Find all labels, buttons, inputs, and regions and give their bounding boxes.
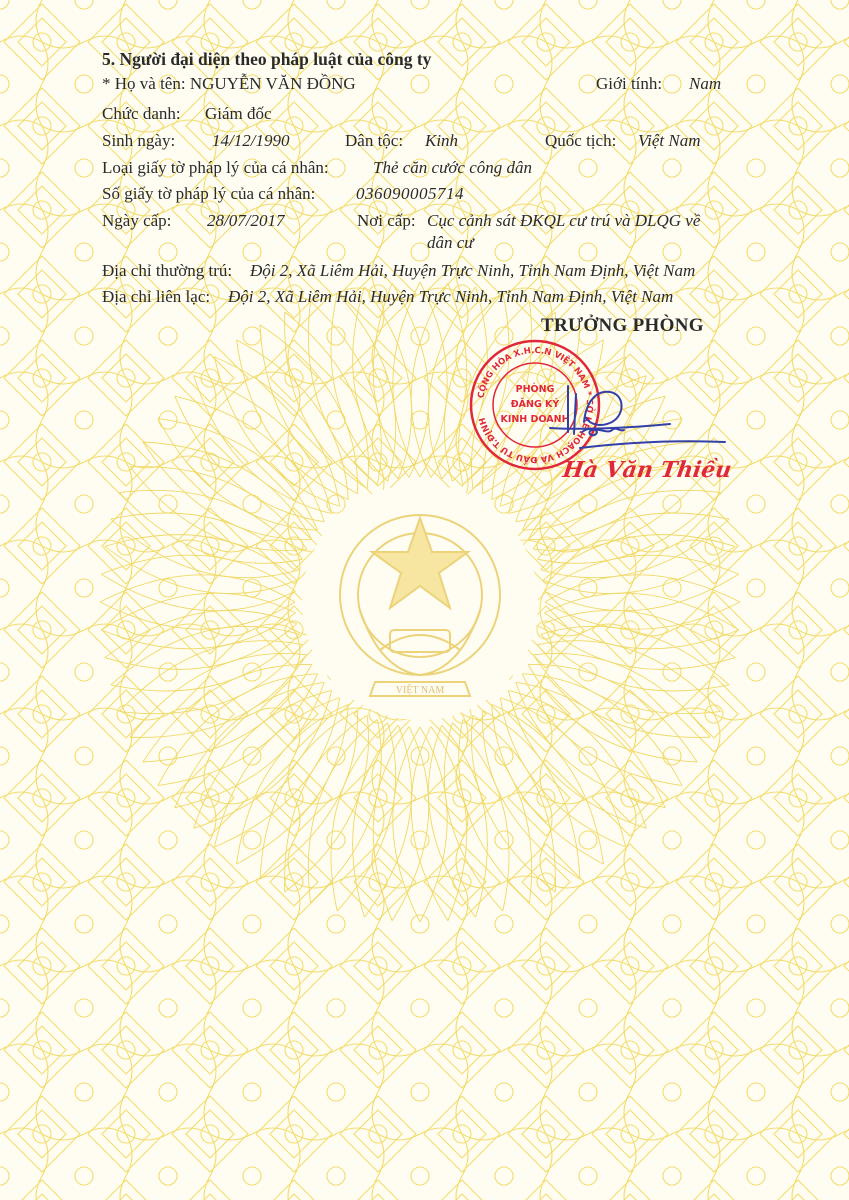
- stamp-ring-text: CỘNG HÒA X.H.C.N VIỆT NAM * SỞ KẾ HOẠCH VÀ ĐẦU TƯ T.ĐỊNH: [476, 345, 595, 465]
- id-type-value: Thẻ căn cước công dân: [373, 158, 533, 177]
- stamp-center-line1: PHÒNG: [515, 384, 555, 395]
- stamp-center-line3: KINH DOANH: [500, 414, 570, 425]
- name-field: * Họ và tên: NGUYỄN VĂN ĐỒNG: [102, 74, 356, 93]
- signer-name: Hà Văn Thiều: [561, 457, 734, 483]
- contact-address-value: Đội 2, Xã Liêm Hải, Huyện Trực Ninh, Tỉnh Nam Định, Việt Nam: [228, 287, 674, 306]
- issue-place-label: Nơi cấp:: [357, 211, 416, 230]
- gender-label: Giới tính:: [596, 74, 663, 93]
- id-number-value: 036090005714: [356, 184, 464, 203]
- gender-value: Nam: [689, 74, 722, 93]
- contact-address-label: Địa chỉ liên lạc:: [102, 287, 211, 306]
- ethnicity-value: Kinh: [425, 131, 459, 150]
- id-type-label: Loại giấy tờ pháp lý của cá nhân:: [102, 158, 329, 177]
- permanent-address-value: Đội 2, Xã Liêm Hải, Huyện Trực Ninh, Tỉnh Nam Định, Việt Nam: [250, 261, 696, 280]
- signature-title: TRƯỞNG PHÒNG: [541, 315, 704, 336]
- dob-label: Sinh ngày:: [102, 131, 176, 150]
- issue-place-value-line2: dân cư: [427, 233, 474, 252]
- id-number-label: Số giấy tờ pháp lý của cá nhân:: [102, 184, 316, 203]
- stamp-center-line2: ĐĂNG KÝ: [510, 399, 560, 410]
- position-value: Giám đốc: [205, 104, 272, 123]
- issue-date-label: Ngày cấp:: [102, 211, 172, 230]
- nationality-label: Quốc tịch:: [545, 131, 617, 150]
- permanent-address-label: Địa chỉ thường trú:: [102, 261, 233, 280]
- nationality-value: Việt Nam: [638, 131, 701, 150]
- issue-date-value: 28/07/2017: [207, 211, 285, 230]
- position-label: Chức danh:: [102, 104, 181, 123]
- dob-value: 14/12/1990: [212, 131, 290, 150]
- emblem-text: VIỆT NAM: [395, 685, 445, 696]
- ethnicity-label: Dân tộc:: [345, 131, 404, 150]
- section-heading: 5. Người đại diện theo pháp luật của công ty: [102, 49, 432, 69]
- issue-place-value-line1: Cục cảnh sát ĐKQL cư trú và DLQG về: [427, 211, 701, 230]
